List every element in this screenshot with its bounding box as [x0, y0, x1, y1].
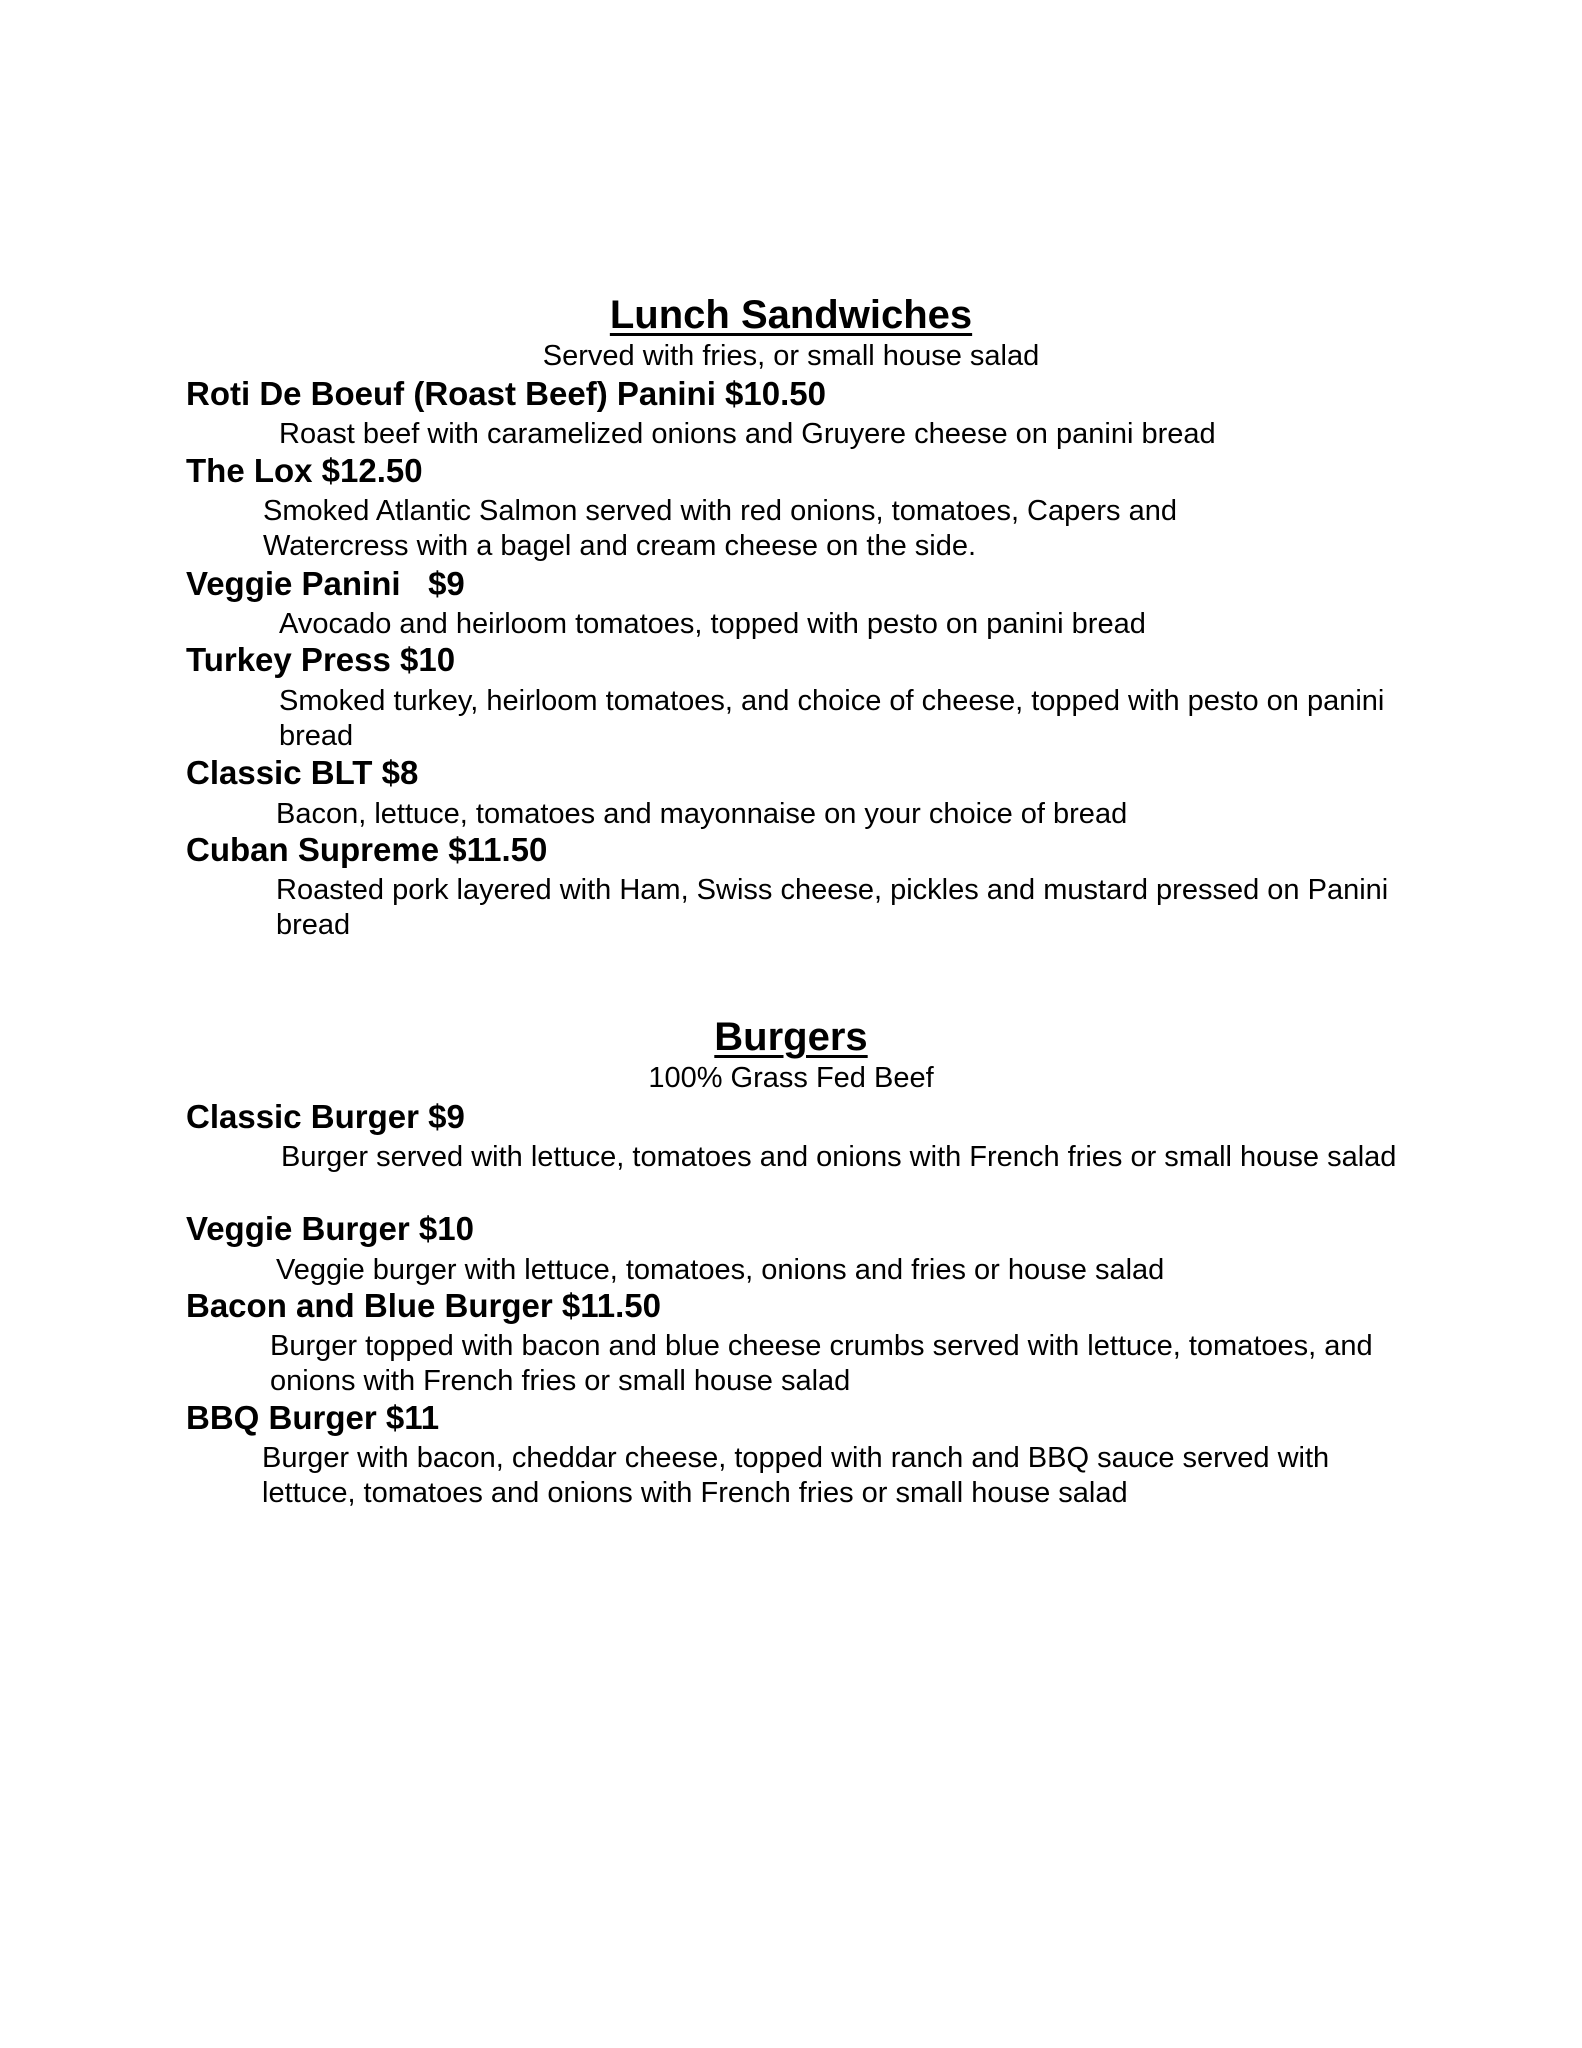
menu-item-title: The Lox $12.50	[186, 452, 423, 489]
menu-item-description: Avocado and heirloom tomatoes, topped with pesto on panini bread	[279, 608, 1146, 640]
section-subtitle-burgers: 100% Grass Fed Beef	[648, 1062, 934, 1094]
menu-item-title: Bacon and Blue Burger $11.50	[186, 1287, 662, 1324]
menu-item-description: Roast beef with caramelized onions and Gruyere cheese on panini bread	[279, 418, 1216, 450]
menu-item-title: Veggie Burger $10	[186, 1210, 474, 1247]
menu-item-description: Burger with bacon, cheddar cheese, topped with ranch and BBQ sauce served with lettuce, tomatoes and onions with French fries or small house salad	[262, 1442, 1330, 1509]
section-title-sandwiches: Lunch Sandwiches	[609, 293, 973, 337]
menu-item-description: Burger topped with bacon and blue cheese crumbs served with lettuce, tomatoes, and onions with French fries or small house salad	[270, 1330, 1373, 1397]
menu-item-title: Turkey Press $10	[186, 641, 456, 678]
menu-item-title: Roti De Boeuf (Roast Beef) Panini $10.50	[186, 375, 826, 412]
menu-item-description: Burger served with lettuce, tomatoes and onions with French fries or small house salad	[281, 1141, 1397, 1173]
menu-item-title: Classic Burger $9	[186, 1098, 465, 1135]
menu-item-title: BBQ Burger $11	[186, 1399, 440, 1436]
menu-item-description: Smoked Atlantic Salmon served with red onions, tomatoes, Capers and Watercress with a bagel and cream cheese on the side.	[263, 495, 1177, 562]
menu-item-description: Veggie burger with lettuce, tomatoes, onions and fries or house salad	[276, 1254, 1165, 1286]
section-title-burgers: Burgers	[714, 1015, 868, 1059]
menu-item-title: Veggie Panini $9	[186, 565, 465, 602]
menu-item-description: Smoked turkey, heirloom tomatoes, and choice of cheese, topped with pesto on panini bread	[279, 685, 1385, 752]
menu-item-description: Roasted pork layered with Ham, Swiss cheese, pickles and mustard pressed on Panini bread	[276, 874, 1389, 941]
menu-item-title: Cuban Supreme $11.50	[186, 831, 548, 868]
menu-item-title: Classic BLT $8	[186, 754, 419, 791]
section-subtitle-sandwiches: Served with fries, or small house salad	[542, 340, 1040, 372]
menu-item-description: Bacon, lettuce, tomatoes and mayonnaise on your choice of bread	[276, 798, 1128, 830]
